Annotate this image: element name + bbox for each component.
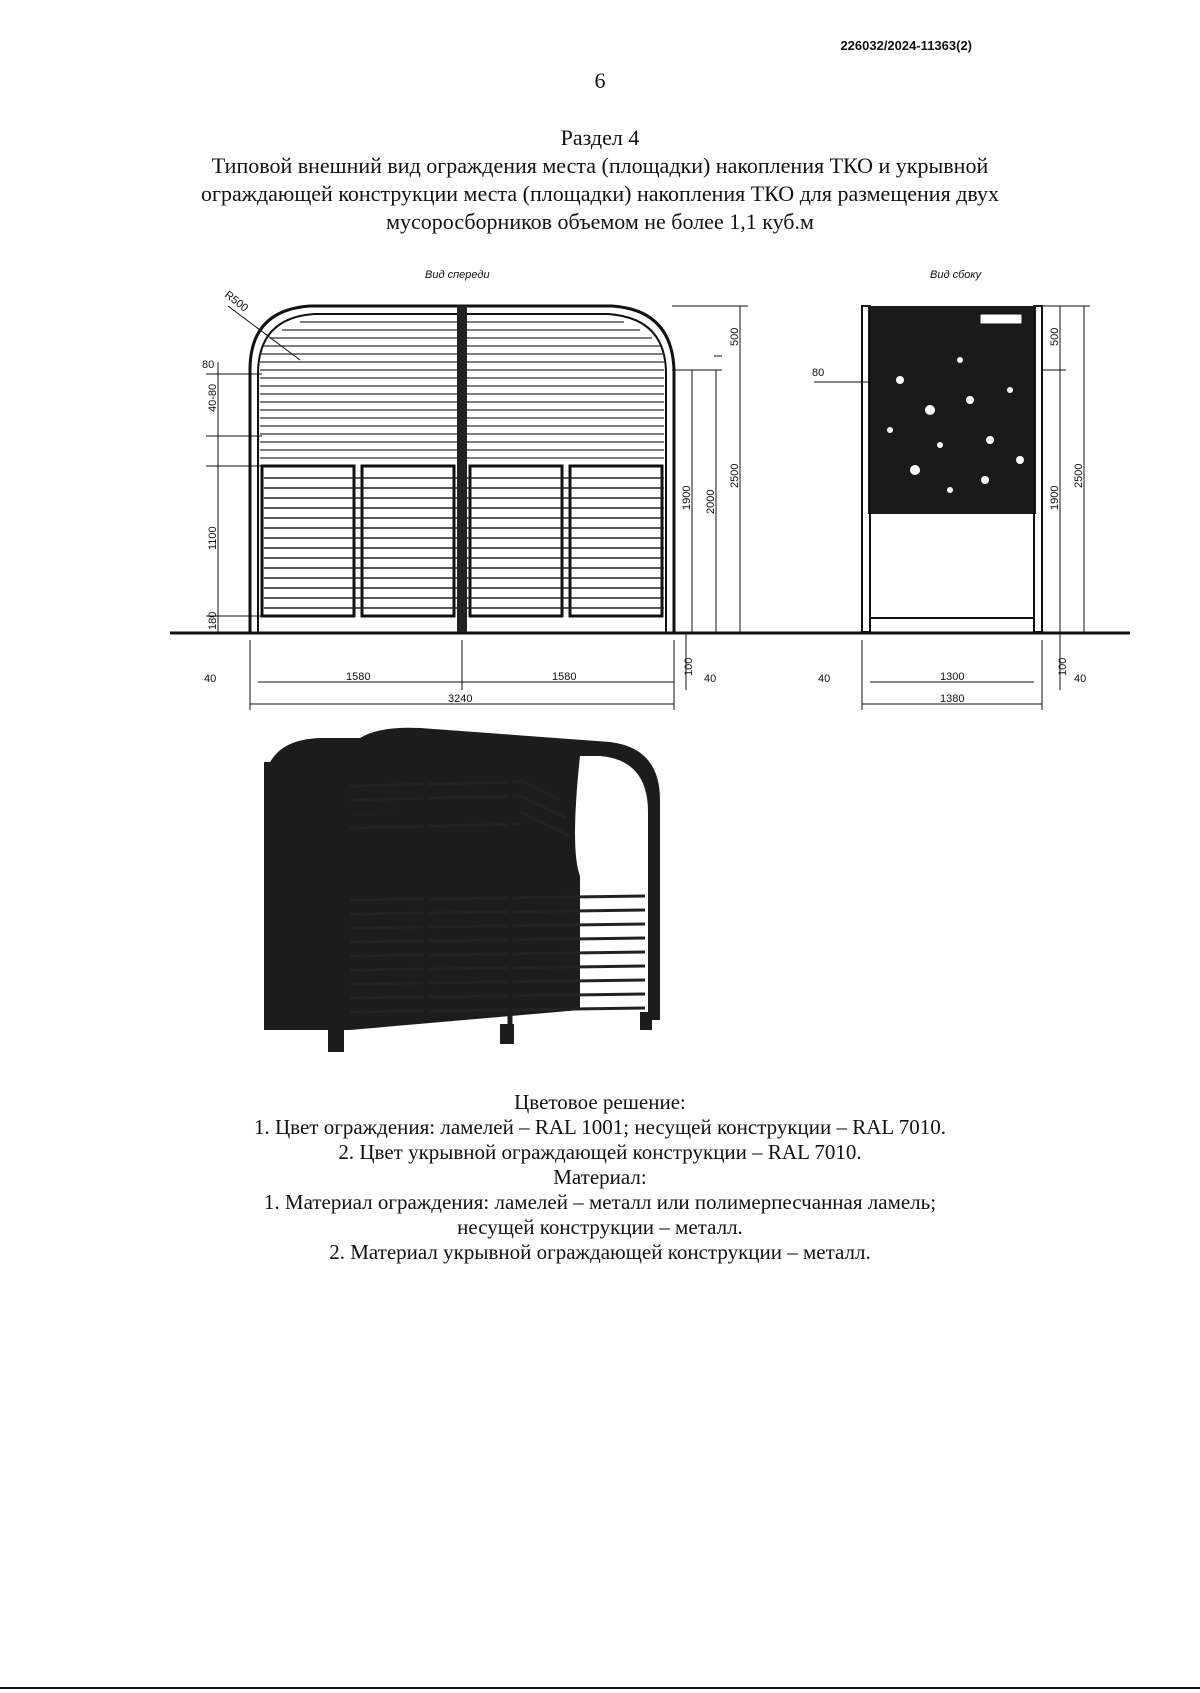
side-view (812, 306, 1090, 710)
perspective-view (264, 728, 660, 1052)
section-title: Раздел 4 (560, 125, 640, 150)
side-dim-1900: 1900 (1049, 485, 1061, 510)
color-solution-title: Цветовое решение: (514, 1090, 686, 1114)
front-dim-80: 80 (202, 359, 215, 371)
front-dim-1100: 1100 (207, 526, 219, 550)
front-dim-2000: 2000 (705, 489, 717, 514)
front-dim-1580-left: 1580 (346, 671, 371, 683)
front-view (202, 289, 748, 710)
front-center-post (457, 306, 467, 632)
front-dim-2500: 2500 (729, 463, 741, 488)
section-title-line-2: ограждающей конструкции места (площадки) накопления ТКО для размещения двух (200, 181, 1000, 206)
side-dim-1380: 1380 (940, 693, 965, 705)
section-title-line-1: Типовой внешний вид ограждения места (площадки) накопления ТКО и укрывной (211, 153, 989, 178)
front-dim-40-80: 40-80 (207, 383, 219, 412)
scan-bottom-edge (0, 1687, 1200, 1689)
front-dim-180: 180 (207, 611, 219, 630)
material-item-1a: 1. Материал ограждения: ламелей – металл или полимерпесчанная ламель; (263, 1190, 937, 1214)
side-dim-40-left: 40 (818, 673, 831, 685)
page-number: 6 (594, 68, 606, 93)
color-item-2: 2. Цвет укрывной ограждающей конструкции – RAL 7010. (338, 1140, 862, 1164)
side-dim-40-right: 40 (1074, 673, 1087, 685)
material-item-1b: несущей конструкции – металл. (457, 1215, 743, 1239)
front-dim-500: 500 (729, 327, 741, 346)
front-dim-3240: 3240 (448, 693, 473, 705)
technical-drawing (0, 260, 1200, 1060)
front-dim-1580-right: 1580 (552, 671, 577, 683)
side-dim-500: 500 (1049, 327, 1061, 346)
section-title-line-3: мусоросборников объемом не более 1,1 куб.м (386, 209, 814, 234)
front-dim-100: 100 (683, 657, 695, 676)
side-dim-100: 100 (1057, 657, 1069, 676)
side-roof-highlight (980, 314, 1022, 324)
section-heading (150, 124, 1050, 236)
front-dim-radius: R500 (222, 288, 251, 315)
front-dim-40-left: 40 (204, 673, 217, 685)
color-item-1: 1. Цвет ограждения: ламелей – RAL 1001; несущей конструкции – RAL 7010. (254, 1115, 946, 1139)
document-number: 226032/2024-11363(2) (840, 38, 972, 53)
side-dim-1300: 1300 (940, 671, 965, 683)
perspective-left-side (264, 762, 350, 1030)
front-view-label: Вид спереди (425, 269, 490, 281)
side-view-label: Вид сбоку (930, 269, 982, 281)
material-item-2: 2. Материал укрывной ограждающей конструкции – металл. (329, 1240, 871, 1264)
front-dim-1900: 1900 (681, 485, 693, 510)
notes-block (150, 1090, 1050, 1265)
side-dim-2500: 2500 (1073, 463, 1085, 488)
front-dim-40-right: 40 (704, 673, 717, 685)
side-dim-80: 80 (812, 367, 825, 379)
side-roof-panel (868, 306, 1036, 514)
material-title: Материал: (553, 1165, 647, 1189)
